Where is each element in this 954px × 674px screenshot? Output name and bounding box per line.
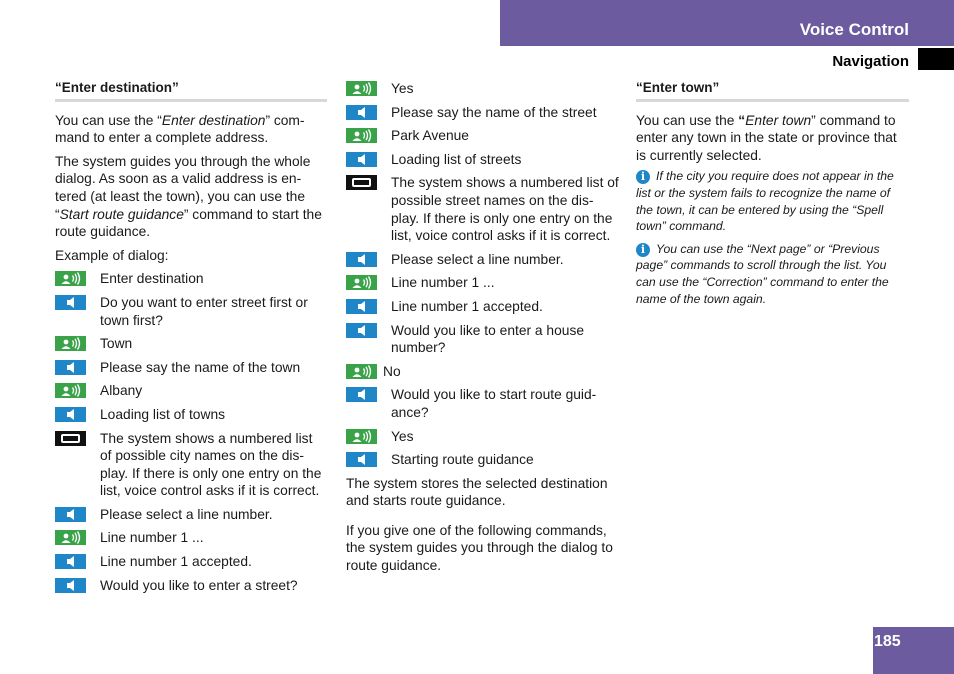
speaker-icon (346, 105, 377, 120)
dialog-row (346, 151, 621, 169)
column-1 (55, 79, 327, 600)
dialog-text: Would you like to start route guid-ance? (391, 387, 597, 420)
column-2 (346, 80, 621, 581)
speaker-icon (55, 407, 86, 422)
dialog-row (346, 298, 621, 316)
speaker-icon (55, 295, 86, 310)
dialog-text: Line number 1 ... (391, 275, 495, 291)
dialog-text: Would you like to enter a street? (100, 577, 298, 593)
paragraph-stores: The system stores the selected destination and starts route guidance. (346, 475, 608, 509)
dialog-row (346, 80, 621, 98)
dialog-row (346, 251, 621, 269)
example-label: Example of dialog: (55, 247, 169, 263)
speaker-icon (55, 360, 86, 375)
dialog-text: Line number 1 ... (100, 530, 204, 546)
info-icon: i (636, 243, 650, 257)
display-icon (346, 175, 377, 190)
info-note: i You can use the “Next page” or “Previous page” commands to scroll through the list. You can use the “Correction” command to enter the name of the town again. (636, 241, 889, 306)
info-icon: i (636, 170, 650, 184)
speaker-icon (55, 507, 86, 522)
speaker-icon (346, 387, 377, 402)
microphone-icon (346, 364, 377, 379)
paragraph-enter-town: You can use the “Enter town” command to enter any town in the state or province that is currently selected. (636, 112, 897, 163)
dialog-row (55, 406, 327, 424)
dialog-text: Park Avenue (391, 128, 469, 144)
speaker-icon (346, 323, 377, 338)
dialog-row (55, 529, 327, 547)
subsection-title: Navigation (832, 53, 909, 70)
dialog-text: Enter destination (100, 271, 204, 287)
microphone-icon (346, 128, 377, 143)
dialog-row (55, 335, 327, 353)
dialog-text: Yes (391, 428, 414, 444)
dialog-row (55, 506, 327, 524)
dialog-row (346, 322, 621, 357)
paragraph-guides: The system guides you through the whole dialog. As soon as a valid address is en-tered (at least the town), you can use the “Start route guidance” command to start the route guidance. (55, 153, 322, 240)
paragraph-intro: You can use the “Enter destination” com-mand to enter a complete address. (55, 112, 305, 146)
dialog-text: Town (100, 336, 133, 352)
dialog-text: Do you want to enter street first or town first? (100, 294, 308, 328)
dialog-text: Please say the name of the street (391, 104, 597, 120)
dialog-list (346, 80, 621, 469)
microphone-icon (346, 429, 377, 444)
dialog-row (346, 127, 621, 145)
dialog-text: Please say the name of the town (100, 359, 301, 375)
speaker-icon (55, 554, 86, 569)
column-3 (636, 79, 909, 313)
chapter-tab (918, 48, 954, 70)
speaker-icon (346, 152, 377, 167)
dialog-text: Starting route guidance (391, 452, 534, 468)
dialog-text: The system shows a numbered list of possible street names on the dis-play. If there is only one entry on the list, voice control asks if it is correct. (391, 175, 619, 244)
dialog-text: Line number 1 accepted. (391, 298, 543, 314)
dialog-list (55, 270, 327, 594)
dialog-row (55, 294, 327, 329)
speaker-icon (346, 252, 377, 267)
page-number: 185 (873, 627, 954, 674)
dialog-row (346, 274, 621, 292)
dialog-text: Please select a line number. (391, 251, 564, 267)
microphone-icon (55, 383, 86, 398)
dialog-row (346, 104, 621, 122)
microphone-icon (55, 530, 86, 545)
microphone-icon (55, 336, 86, 351)
speaker-icon (55, 578, 86, 593)
dialog-text: Loading list of streets (391, 151, 522, 167)
dialog-text: No (383, 363, 401, 379)
dialog-row (55, 553, 327, 571)
paragraph-commands: If you give one of the following commands, the system guides you through the dialog to route guidance. (346, 522, 613, 574)
dialog-text: Please select a line number. (100, 506, 273, 522)
dialog-text: Would you like to enter a house number? (391, 322, 585, 356)
dialog-text: Yes (391, 81, 414, 96)
heading-enter-town: “Enter town” (636, 79, 909, 102)
dialog-row (346, 428, 621, 446)
display-icon (55, 431, 86, 446)
dialog-row (55, 382, 327, 400)
dialog-row (346, 386, 621, 421)
section-title: Voice Control (799, 20, 909, 39)
dialog-row (346, 174, 621, 244)
dialog-text: Albany (100, 383, 143, 399)
dialog-row (55, 270, 327, 288)
speaker-icon (346, 452, 377, 467)
microphone-icon (346, 275, 377, 290)
dialog-row (346, 363, 621, 381)
dialog-row (346, 451, 621, 469)
dialog-text: Line number 1 accepted. (100, 554, 252, 570)
heading-enter-destination: “Enter destination” (55, 79, 327, 102)
microphone-icon (55, 271, 86, 286)
dialog-row (55, 359, 327, 377)
speaker-icon (346, 299, 377, 314)
dialog-text: The system shows a numbered list of possible city names on the dis-play. If there is only one entry on the list, voice control asks if it is correct. (100, 430, 322, 499)
microphone-icon (346, 81, 377, 96)
dialog-row (55, 430, 327, 500)
dialog-row (55, 577, 327, 595)
info-note: i If the city you require does not appear in the list or the system fails to recognize the name of the town, it can be entered by using the “Spell town” command. (636, 169, 894, 234)
dialog-text: Loading list of towns (100, 406, 226, 422)
